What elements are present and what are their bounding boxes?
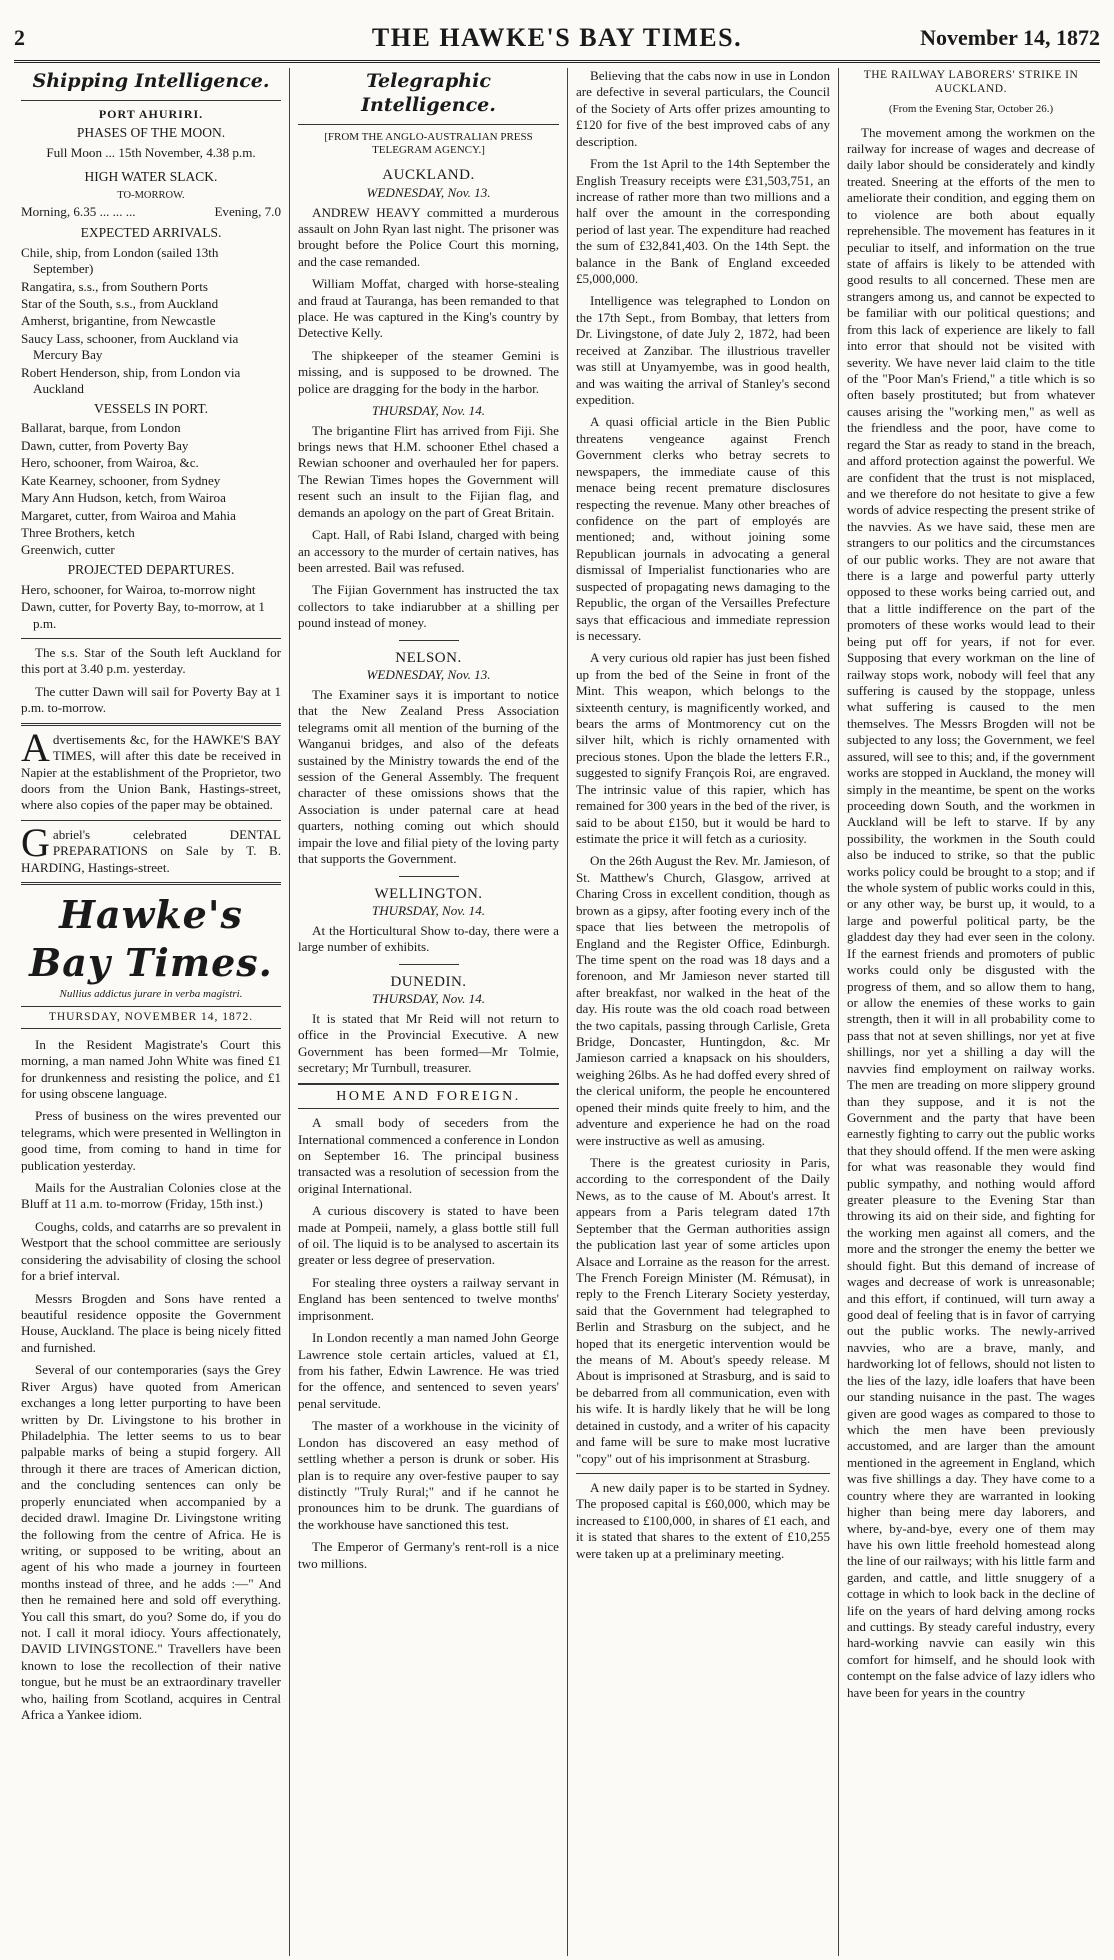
departures-heading: PROJECTED DEPARTURES. [67, 561, 235, 577]
article-paragraph: Messrs Brogden and Sons have rented a beautiful residence opposite the Government House, Auckland. The place is being nicely fitted and furnished. [21, 1290, 281, 1355]
list-item: Rangatira, s.s., from Southern Ports [21, 278, 208, 294]
departures-list [21, 582, 281, 632]
telegraph-heading: Telegraphic Intelligence. [361, 70, 496, 116]
notice: The s.s. Star of the South left Auckland for this port at 3.40 p.m. yesterday. [21, 645, 281, 677]
column-4 [840, 68, 1102, 1956]
article-paragraph: At the Horticultural Show to-day, there were a large number of exhibits. [298, 922, 559, 955]
article-paragraph: A new daily paper is to be started in Sydney. The proposed capital is £60,000, which may be increased to £100,000, in shares of £1 each, and it is stated that shares to the extent of £10,255 were taken up at a preliminary meeting. [576, 1480, 830, 1561]
article-paragraph: The shipkeeper of the steamer Gemini is missing, and is supposed to be drowned. The police are dragging for the body in the harbor. [298, 347, 559, 396]
column-rule [838, 68, 839, 1956]
divider [21, 882, 281, 885]
article-paragraph: Coughs, colds, and catarrhs are so prevalent in Westport that the school committee are seriously considering the advisability of closing the school for a brief interval. [21, 1218, 281, 1284]
advertisement [21, 724, 281, 814]
column-3 [569, 68, 837, 1956]
list-item: Hero, schooner, from Wairoa, &c. [21, 455, 199, 471]
issue-date: November 14, 1872 [920, 25, 1100, 50]
article-paragraph: On the 26th August the Rev. Mr. Jamieson, of St. Matthew's Church, Glasgow, arrived at Charing Cross in excellent condition, though as brown as a gipsy, after footing every inch of the space that lies between the metropolis of England and the Register Office, Edinburgh. The time spent on the road was 18 days and a forenoon, and Mr Jamieson never started till after breakfast, nor walked in the heat of the day. His route was the old coach road between the two capitals, passing through Carlisle, Greta Bridge, Doncaster, Huntingdon, &c. Mr Jamieson carried a knapsack on his shoulders, weighing 26lbs. As he had doffed every shred of the clerical uniform, the people he encountered opened their minds quite freely to him, and the adventure and experience he had on the road were instructive as well as amusing. [576, 853, 830, 1148]
article-title: THE RAILWAY LABORERS' STRIKE IN AUCKLAND. [863, 69, 1079, 96]
article-paragraph: The Examiner says it is important to notice that the New Zealand Press Association telegrams omit all mention of the burning of the Wanganui bridges, and also of the defeats sustained by the Ministry towards the end of the session of the General Assembly. The frequent character of these omissions shows that the Association is under paternal care at head quarters, nothing coming out which should impair the love and filial piety of the loving party that supports the Government. [298, 686, 559, 867]
list-item: Chile, ship, from London (sailed 13th September) [21, 244, 219, 277]
page-number: 2 [14, 25, 25, 50]
editorial-dateline: THURSDAY, NOVEMBER 14, 1872. [21, 1006, 281, 1028]
article-paragraph: Intelligence was telegraphed to London on the 17th Sept., from Bombay, that letters from Dr. Livingstone, of date July 2, 1872, had been received at Zanzibar. The illustrious traveller was still at Unyamyembe, was in good health, and was waiting the arrival of Stanley's second expedition. [576, 293, 830, 408]
article-paragraph: Believing that the cabs now in use in London are defective in several particulars, the Council of the Society of Arts offer prizes amounting to £120 for five of the best improved cabs of any description. [576, 68, 830, 149]
list-item: Dawn, cutter, for Poverty Bay, to-morrow, at 1 p.m. [21, 599, 265, 631]
ad-text: Advertisements &c, for the HAWKE'S BAY TIMES, will after this date be received in Napier at the establishment of the Proprietor, two doors from the Union Bank, Hastings-street, where also copies of the paper may be obtained. [21, 724, 281, 813]
column-rule [289, 68, 290, 1956]
article-paragraph: From the 1st April to the 14th September the English Treasury receipts were £31,503,751, an increase of rather more than two millions and a half over the amount in the corresponding period of last year. The expenditure had reached the sum of £32,841,403. On the 14th Sept. the balance in the Bank of England exceeded £5,000,000. [576, 156, 830, 287]
article-paragraph: The master of a workhouse in the vicinity of London has discovered an easy method of settling whether a person is drunk or sober. His plan is to require any over-festive pauper to say distinctly "Truly Rural;" and if he cannot he pronounces him to be drunk. The guardians of the workhouse have sanctioned this test. [298, 1418, 559, 1532]
article-paragraph: Capt. Hall, of Rabi Island, charged with being an accessory to the murder of certain natives, has been arrested. Bail was refused. [298, 527, 559, 575]
article-paragraph: A curious discovery is stated to have been made at Pompeii, namely, a glass bottle still full of oil. The liquid is to be analysed to ascertain its greater or less degree of preservation. [298, 1203, 559, 1268]
place-heading: DUNEDIN. [390, 973, 467, 990]
tide-times [21, 204, 281, 220]
divider [399, 640, 459, 641]
list-item: Saucy Lass, schooner, from Auckland via Mercury Bay [21, 330, 239, 363]
divider [21, 100, 281, 101]
list-item: Amherst, brigantine, from Newcastle [21, 313, 216, 329]
divider [576, 1473, 830, 1474]
article-paragraph: Several of our contemporaries (says the Grey River Argus) have quoted from American exchanges a long letter purporting to have been written by Dr. Livingstone to his brother in Philadelphia. The letter seems to us to bear palpable marks of being a stupid forgery. All through it there are traces of American diction, and the concluding sentences can only be properly enunciated when accompanied by a decided drawl. Imagine Dr. Livingstone writing the following from the centre of Africa. He is writing, or supposed to be writing, about an agent of his who made a journey in fourteen months instead of three, and he adds :—" And then he remained here and sold off everything. You call this smart, do you? Some do, if you do not. I call it moral idiocy. Yours affectionately, DAVID LIVINGSTONE." Travellers have been known to lose the recollection of their native tongue, but he must be an extraordinary traveller who, hailing from Scotland, acquires in Central Africa a Yankee idiom. [21, 1362, 281, 1723]
article-paragraph: There is the greatest curiosity in Paris, according to the correspondent of the Daily News, as to the cause of M. About's arrest. It appears from a Paris telegram dated 17th September that the German authorities assign the publication last year of some articles upon Alsace and Lorraine as the reason for the arrest. The French Foreign Minister (M. Rémusat), in reply to the French Literary Society yesterday, said that the Government had telegraphed to Berlin and Strasburg on the subject, and he hoped that its energetic intervention would be the means of M. About's speedy release. M About is imprisoned at Strasburg, and is said to be debarred from all communication, even with his wife. It is hardly likely that he will be long detained in custody, and a writer of his capacity and fame will be sure to make most lucrative "copy" out of his imprisonment at Strasburg. [576, 1155, 830, 1466]
arrivals-heading: EXPECTED ARRIVALS. [80, 224, 222, 240]
list-item: Kate Kearney, schooner, from Sydney [21, 472, 221, 488]
masthead [14, 10, 1100, 63]
divider [21, 723, 281, 726]
port-heading: PORT AHURIRI. [98, 106, 204, 121]
list-item: Three Brothers, ketch [21, 524, 135, 540]
article-paragraph: It is stated that Mr Reid will not return to office in the Provincial Executive. A new Government has been formed—Mr Tolmie, secretary; Mr Turnbull, treasurer. [298, 1010, 559, 1076]
article-paragraph: William Moffat, charged with horse-stealing and fraud at Tauranga, has been remanded to that place. He was captured in the King's country by Detective Kelly. [298, 276, 559, 341]
column-2 [291, 68, 566, 1956]
article-source: (From the Evening Star, October 26.) [888, 102, 1054, 115]
list-item: Ballarat, barque, from London [21, 420, 181, 436]
ad-text: Gabriel's celebrated DENTAL PREPARATIONS on Sale by T. B. HARDING, Hastings-street. [21, 819, 281, 875]
place-heading: AUCKLAND. [382, 167, 475, 184]
article-paragraph: For stealing three oysters a railway servant in England has been sentenced to twelve months' imprisonment. [298, 1274, 559, 1323]
column-1 [14, 68, 288, 1956]
place-heading: WELLINGTON. [374, 885, 483, 902]
divider [399, 964, 459, 965]
divider [21, 638, 281, 639]
article-paragraph: The Fijian Government has instructed the tax collectors to take indiarubber at a shilling per pound instead of money. [298, 582, 559, 631]
moon-line: Full Moon ... 15th November, 4.38 p.m. [46, 144, 256, 160]
paper-name: THE HAWKE'S BAY TIMES. [371, 23, 743, 52]
list-item: Mary Ann Hudson, ketch, from Wairoa [21, 490, 226, 506]
list-item: Greenwich, cutter [21, 542, 115, 558]
divider [399, 876, 459, 877]
list-item: Hero, schooner, for Wairoa, to-morrow night [21, 581, 256, 597]
place-heading: NELSON. [395, 649, 462, 666]
notice: The cutter Dawn will sail for Poverty Bay at 1 p.m. to-morrow. [21, 683, 281, 716]
paper-title: Hawke's Bay Times. [29, 892, 273, 985]
article-paragraph: Mails for the Australian Colonies close at the Bluff at 11 a.m. to-morrow (Friday, 15th inst.) [21, 1180, 281, 1212]
article-paragraph: In the Resident Magistrate's Court this morning, a man named John White was fined £1 for drunkenness and resisting the police, and £1 for using obscene language. [21, 1036, 281, 1101]
telegraph-source: [FROM THE ANGLO-AUSTRALIAN PRESS TELEGRAM AGENCY.] [324, 130, 533, 157]
motto: Nullius addictus jurare in verba magistri. [59, 988, 243, 1001]
in-port-heading: VESSELS IN PORT. [93, 400, 209, 416]
article-paragraph: Press of business on the wires prevented our telegrams, which were presented in Wellington in good time, from coming to hand in time for publication yesterday. [21, 1108, 281, 1173]
article-paragraph: A quasi official article in the Bien Public threatens vengeance against French Government clerks who betray secrets to newspapers, the immediate cause of this menace being recent premature disclosures respecting the revenue. Many other breaches of confidence on the part of employés are mentioned; and, without joining some Republican journals in advocating a general dismissal of Imperialist functionaries who are suspected of propagating news damaging to the Republic, the organ of the Versailles Prefecture says that efficacious and immediate repression is necessary. [576, 414, 830, 643]
list-item: Dawn, cutter, from Poverty Bay [21, 437, 189, 453]
list-item: Margaret, cutter, from Wairoa and Mahia [21, 507, 236, 523]
day-heading: WEDNESDAY, Nov. 13. [366, 185, 491, 201]
tide-subheading: TO-MORROW. [117, 190, 185, 202]
arrivals-list [21, 245, 281, 398]
moon-heading: PHASES OF THE MOON. [76, 124, 226, 140]
list-item: Star of the South, s.s., from Auckland [21, 295, 219, 311]
article-paragraph: A very curious old rapier has just been fished up from the bed of the Seine in front of the Mint. This weapon, which belongs to the sixteenth century, is magnificently worked, and bears the arms of Montmorency cut on the silver hilt, which is richly ornamented with precious stones. Upon the blade the letters F.R., suggested to signify François Roi, are engraved. The intrinsic value of this rapier, which has remained for 300 years in the bed of the river, is said to be about £150, but it would be hard to estimate the price it will fetch as a curiosity. [576, 650, 830, 846]
article-paragraph: ANDREW HEAVY committed a murderous assault on John Ryan last night. The prisoner was brought before the Police Court this morning, and the case remanded. [298, 204, 559, 269]
day-heading: THURSDAY, Nov. 14. [371, 903, 486, 919]
divider [298, 124, 559, 125]
day-heading: THURSDAY, Nov. 14. [371, 403, 486, 419]
section-heading: HOME AND FOREIGN. [298, 1083, 559, 1110]
day-heading: WEDNESDAY, Nov. 13. [366, 667, 491, 683]
tide-heading: HIGH WATER SLACK. [84, 169, 218, 185]
article-paragraph: The brigantine Flirt has arrived from Fiji. She brings news that H.M. schooner Ethel chased a Rewian schooner and overhauled her for papers. The Rewian Times hopes the Government will resent such an insult to the Fijian flag, and demands an apology on the part of Great Britain. [298, 422, 559, 520]
tide-morning: Morning, 6.35 ... ... ... [21, 204, 136, 220]
in-port-list [21, 420, 281, 558]
day-heading: THURSDAY, Nov. 14. [371, 991, 486, 1007]
article-paragraph: In London recently a man named John George Lawrence stole certain articles, valued at £1, from his father, Edwin Lawrence. He was tried for the offence, and sentenced to seven years' penal servitude. [298, 1330, 559, 1411]
article-paragraph: The movement among the workmen on the railway for increase of wages and decrease of daily labor should be considerately and kindly treated. Sneering at the efforts of the men to ameliorate their condition, and egging them on to violence are both about equally reprehensible. The movement has features in it peculiar to itself, and information on the true state of affairs is likely to be attended with good results to all concerned. These men are strangers among us, and cannot be expected to be familiar with our political questions; and from this lack of experience are likely to fall into error that should not be visited with severity. We have never laid claim to the title of the "Poor Man's Friend," a title which is so often basely prostituted; but from whatever causes arising the "working men," as well as the friendless and the poor, have come to regard the Star as ready to stand in the breach, and afford protection against the powerful. We are confident that the trust is not misplaced, and we therefore do not hesitate to give a few words of advice respecting the present strike of the navvies. As we have said, these men are strangers to our politics and the circumstances of our public works. They are not aware that there is a large and powerful party utterly opposed to these works being carried out, and that a little indifference on the part of the promoters of these works would lead to their being put off for years, if not for ever. Supposing that every workman on the line of railway stops work, nobody will feel that any suffering is caused by the stoppage, unless what suffering is caused to the men themselves. The Messrs Brogden will not be subjected to any loss; the Government, we feel assured, will see to this; and, if the government works are stopped in Auckland, the money will simply in the meantime, be spent on the works proceeding down South, and the workmen in Auckland will be left to starve. If by any possibility, the workmen in the South could also be induced to strike, so that the public works policy could be brought to a stop; and if the whole system of public works could in this, or any other way, be burst up, it would, to a large and powerful political party, be the gladdest day they had ever seen in the colony. If the earnest friends and promoters of public works could only be disgusted with the progress of them, and so allow them to hang, or allow the enemies of these works to gain strength, then it will in all probability come to pass that not at seven shillings, nor yet at five shillings, nor yet a shilling a day will the navvies find employment on railway works. The men are treading on more slippery ground than they suppose, and it is not the Government and the party that have been earnestly fighting to carry out the public works that they should offend. If the men were asking for what was reasonable they would find public sympathy, and nothing would afford greater pleasure to the Evening Star than throwing its aid on their side, and fighting for the working men against all comers, and the more and the stronger the enemy the better we should fight. But this demand of increase of wages and decrease of work is unreasonable; and this effort, if continued, will turn away a good deal of feeling that is in favor of carrying out the public works. The newly-arrived navvies, who are a brave, manly, and hardworking lot of fellows, should not listen to the lies of the lazy, idle loafers that have been our standing nuisance in the past. The wages given are good wages as compared to those to which the men have been previously accustomed, and are larger than the amount mentioned in the agreement in England, which was five shillings a day. They have come to a country where they are warranted in looking higher than being mere day laborers, and where, by-and-bye, every one of them may have his own little freehold homestead along the line of our railways; with his little farm and garden, and cattle, and little snuggery of a cottage in which to look back in the decline of life on the years of hard delving among rocks and cuttings. By steady careful industry, every hard-working navvie can easily win this comfort for himself, and he should look with contempt on the false advice of lazy idlers who have been for years in the country [847, 124, 1095, 1700]
shipping-heading: Shipping Intelligence. [32, 70, 270, 92]
article-paragraph: A small body of seceders from the International commenced a conference in London on September 16. The principal business transacted was a resolution of secession from the original International. [298, 1115, 559, 1196]
list-item: Robert Henderson, ship, from London via Auckland [21, 364, 241, 397]
advertisement [21, 819, 281, 876]
column-rule [567, 68, 568, 1956]
article-paragraph: The Emperor of Germany's rent-roll is a nice two millions. [298, 1539, 559, 1571]
tide-evening: Evening, 7.0 [214, 204, 281, 220]
divider [21, 820, 281, 821]
